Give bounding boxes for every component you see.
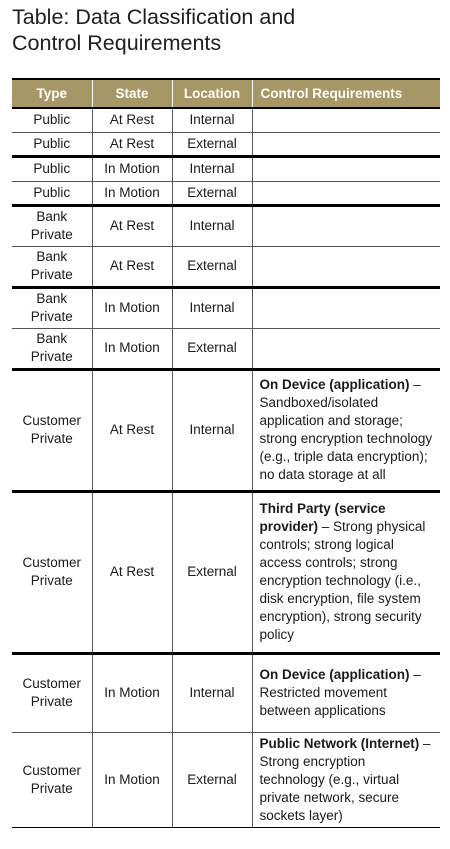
cell-control-requirements — [252, 205, 440, 246]
cell-location: External — [172, 132, 252, 156]
cell-control-requirements — [252, 108, 440, 132]
table-row — [12, 181, 440, 205]
cell-control-requirements — [252, 181, 440, 205]
cell-type — [12, 328, 92, 369]
cell-state: In Motion — [92, 328, 172, 369]
table-row — [12, 328, 440, 369]
cell-type-line: Public — [33, 112, 71, 128]
cell-control-requirements — [252, 369, 440, 491]
cell-state: In Motion — [92, 287, 172, 328]
table-row — [12, 491, 440, 653]
cell-type — [12, 491, 92, 653]
header-row — [12, 79, 440, 108]
cell-type-line: Public — [33, 135, 71, 151]
cell-state: At Rest — [92, 369, 172, 491]
cell-type — [12, 181, 92, 205]
cell-type — [12, 369, 92, 491]
cell-state: In Motion — [92, 156, 172, 181]
cell-type-line: Bank — [36, 291, 68, 306]
cell-type-line: Customer — [22, 413, 81, 428]
cell-type-line: Customer — [22, 676, 81, 691]
cell-type-line: Public — [33, 161, 71, 176]
cell-type-line: Bank — [36, 331, 68, 346]
cell-control-requirements — [252, 491, 440, 653]
cell-type-line: Bank — [36, 249, 68, 264]
header-state: State — [92, 79, 172, 108]
cell-type-line: Private — [30, 694, 73, 709]
cell-location: External — [172, 246, 252, 287]
cell-state: At Rest — [92, 246, 172, 287]
cell-type-line: Private — [30, 349, 73, 364]
table-row — [12, 732, 440, 827]
cell-control-requirements — [252, 246, 440, 287]
table-body — [12, 108, 440, 827]
cell-control-requirements — [252, 156, 440, 181]
cell-type-line: Private — [30, 431, 73, 446]
cell-state: In Motion — [92, 181, 172, 205]
table-row — [12, 287, 440, 328]
cell-control-requirements — [252, 732, 440, 827]
title-line-2: Control Requirements — [12, 31, 222, 55]
cell-type-line: Private — [30, 780, 73, 796]
cell-control-requirements — [252, 653, 440, 732]
cell-type — [12, 653, 92, 732]
cell-control-requirements — [252, 132, 440, 156]
cell-type-line: Public — [33, 184, 71, 200]
cell-location: External — [172, 491, 252, 653]
cell-state: At Rest — [92, 491, 172, 653]
cell-location: Internal — [172, 156, 252, 181]
cell-state: At Rest — [92, 205, 172, 246]
header-control-requirements: Control Requirements — [252, 79, 440, 108]
header-location: Location — [172, 79, 252, 108]
cell-location: Internal — [172, 369, 252, 491]
cell-type — [12, 246, 92, 287]
requirement-text: – Strong physical controls; strong logical access controls; strong encryption technology (i.e., disk encryption, file system encryption), strong security policy — [259, 519, 426, 642]
cell-type-line: Bank — [36, 209, 68, 224]
header-type: Type — [12, 79, 92, 108]
page-title — [12, 4, 442, 56]
cell-type-line: Private — [30, 573, 73, 588]
cell-state: At Rest — [92, 132, 172, 156]
cell-control-requirements — [252, 287, 440, 328]
cell-type — [12, 205, 92, 246]
cell-location: Internal — [172, 653, 252, 732]
cell-state: In Motion — [92, 653, 172, 732]
table-row — [12, 653, 440, 732]
cell-control-requirements — [252, 328, 440, 369]
cell-type-line: Customer — [22, 555, 81, 570]
cell-state: In Motion — [92, 732, 172, 827]
requirement-heading: On Device (application) — [259, 667, 410, 682]
cell-location: External — [172, 181, 252, 205]
cell-type-line: Private — [30, 267, 73, 282]
requirement-heading: On Device (application) — [259, 377, 410, 392]
requirement-text: – Restricted movement between applications — [259, 667, 421, 718]
cell-type — [12, 132, 92, 156]
cell-location: Internal — [172, 205, 252, 246]
table-row — [12, 246, 440, 287]
cell-type-line: Private — [30, 309, 73, 324]
requirement-text: – Sandboxed/isolated application and storage; strong encryption technology (e.g., triple data encryption); no data storage at all — [259, 377, 433, 482]
table-row — [12, 205, 440, 246]
cell-location: Internal — [172, 287, 252, 328]
cell-type — [12, 732, 92, 827]
requirement-heading: Public Network (Internet) — [259, 735, 420, 751]
table-row — [12, 132, 440, 156]
data-classification-table — [12, 78, 440, 828]
cell-location: External — [172, 732, 252, 827]
cell-type — [12, 287, 92, 328]
requirement-heading: Third Party (service provider) — [259, 501, 386, 534]
cell-type — [12, 108, 92, 132]
table-row — [12, 108, 440, 132]
table-row — [12, 369, 440, 491]
cell-location: External — [172, 328, 252, 369]
table-row — [12, 156, 440, 181]
cell-location: Internal — [172, 108, 252, 132]
cell-type-line: Private — [30, 227, 73, 242]
title-line-1: Table: Data Classification and — [12, 5, 296, 29]
cell-state: At Rest — [92, 108, 172, 132]
requirement-text: – Strong encryption technology (e.g., virtual private network, secure sockets layer) — [259, 735, 431, 823]
cell-type — [12, 156, 92, 181]
cell-type-line: Customer — [22, 762, 81, 778]
